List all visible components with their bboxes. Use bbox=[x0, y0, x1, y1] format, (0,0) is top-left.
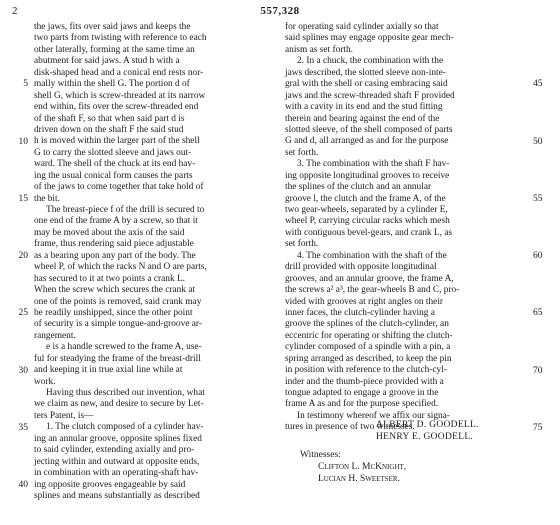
text-line: of the shaft F, so that when said part d is bbox=[34, 113, 185, 124]
line-number: 40 bbox=[18, 480, 28, 490]
text-line: groove l, the clutch and the frame A, of the bbox=[285, 193, 446, 204]
text-line: frame A as and for the purpose specified. bbox=[285, 399, 439, 410]
inventor-name: ALBERT D. GOODELL. bbox=[376, 420, 479, 430]
text-line: said splines may engage opposite gear mech- bbox=[285, 33, 454, 44]
line-number: 35 bbox=[18, 422, 28, 433]
text-line: ing opposite longitudinal grooves to receive bbox=[285, 170, 450, 181]
line-number: 25 bbox=[18, 308, 28, 319]
text-line: we claim as new, and desire to secure by Let- bbox=[34, 399, 204, 410]
text-line: work. bbox=[34, 376, 56, 387]
text-line: gral with the shell or casing embracing said bbox=[285, 79, 448, 90]
inventor-signatures bbox=[376, 420, 479, 444]
text-line: other laterally, forming at the same time an bbox=[34, 44, 195, 55]
line-number: 70 bbox=[533, 365, 543, 376]
text-line: in position with reference to the clutch-cyl- bbox=[285, 365, 447, 376]
text-line: set forth. bbox=[285, 239, 319, 250]
text-line: h is moved within the larger part of the shell bbox=[34, 136, 200, 147]
text-line: ward. The shell of the chuck at its end hav- bbox=[34, 159, 196, 170]
text-line: to said cylinder, extending axially and pro- bbox=[34, 445, 195, 456]
text-line: ing an annular groove, opposite splines fixed bbox=[34, 433, 202, 444]
text-line: has secured to it at two points a crank L. bbox=[34, 273, 186, 284]
line-number: 30 bbox=[18, 365, 28, 376]
text-line: for operating said cylinder axially so that bbox=[285, 22, 439, 32]
text-line: jecting within and outward at opposite ends, bbox=[34, 456, 200, 467]
text-line: of security is a simple tongue-and-groove ar- bbox=[34, 319, 202, 330]
text-line: tongue adapted to engage a groove in the bbox=[285, 388, 439, 398]
text-line: In testimony whereof we affix our signa- bbox=[297, 410, 450, 421]
line-number: 45 bbox=[533, 79, 543, 90]
text-line: eccentric for operating or shifting the clutch- bbox=[285, 330, 453, 341]
text-line: jaws and the screw-threaded shaft F provided bbox=[285, 90, 455, 101]
right-text-column bbox=[285, 22, 531, 434]
text-line: 2. In a chuck, the combination with the bbox=[297, 56, 444, 67]
line-number: 60 bbox=[533, 251, 543, 261]
text-line: anism as set forth. bbox=[285, 44, 353, 55]
witness-name: Lucian H. Sweetser. bbox=[318, 473, 400, 484]
text-line: as a bearing upon any part of the body. The bbox=[34, 250, 196, 261]
text-line: the bit. bbox=[34, 193, 60, 204]
text-line: G to carry the slotted sleeve and jaws out- bbox=[34, 147, 192, 158]
text-line: inner faces, the clutch-cylinder having a bbox=[285, 307, 435, 318]
text-line: driven down on the shaft F the said stud bbox=[34, 124, 184, 135]
text-line: the screws a² a³, the gear-wheels B and C, pro- bbox=[285, 285, 460, 296]
text-line: set forth. bbox=[285, 147, 319, 158]
text-line: wheel P, of which the racks N and O are parts, bbox=[34, 262, 207, 273]
text-line: splines and means substantially as described bbox=[34, 490, 200, 501]
text-line: ing opposite grooves engageable by said bbox=[34, 479, 186, 490]
text-line: drill provided with opposite longitudinal bbox=[285, 262, 437, 273]
text-line: may be moved about the axis of the said bbox=[34, 227, 185, 238]
text-line: in combination with an operating-shaft hav- bbox=[34, 468, 199, 479]
text-line: grooves, and an annular groove, the frame A, bbox=[285, 273, 454, 284]
line-number: 55 bbox=[533, 193, 543, 204]
text-line: of the jaws to come together that take hold of bbox=[34, 182, 204, 193]
text-line: the splines of the clutch and an annular bbox=[285, 182, 432, 193]
text-line: one end of the frame A by a screw, so that it bbox=[34, 216, 198, 227]
text-line: with contiguous bevel-gears, and crank L, as bbox=[285, 227, 453, 238]
text-line: The breast-piece f of the drill is secured to bbox=[46, 205, 205, 215]
text-line: ful for steadying the frame of the breast-drill bbox=[34, 353, 201, 364]
text-line: ters Patent, is— bbox=[34, 410, 94, 421]
witnesses-label: Witnesses: bbox=[300, 450, 341, 460]
text-line: two gear-wheels, separated by a cylinder E, bbox=[285, 205, 448, 215]
witness-signatures bbox=[318, 462, 406, 486]
text-line: 3. The combination with the shaft F hav- bbox=[297, 159, 450, 170]
text-line: with a cavity in its end and the stud fitting bbox=[285, 102, 443, 113]
line-number: 20 bbox=[18, 251, 28, 261]
text-line: end within, fits over the screw-threaded end bbox=[34, 102, 199, 113]
patent-number: 557,328 bbox=[260, 5, 300, 17]
text-line: ing the usual conical form causes the parts bbox=[34, 170, 193, 181]
line-number: 15 bbox=[18, 193, 28, 204]
text-line: mally within the shell G. The portion d of bbox=[34, 79, 190, 90]
witness-name: Clifton L. McKnight, bbox=[318, 462, 407, 472]
text-line: When the screw which secures the crank at bbox=[34, 285, 196, 296]
text-line: frame, thus rendering said piece adjustable bbox=[34, 239, 194, 250]
text-line: spring arranged as described, to keep the pin bbox=[285, 353, 452, 364]
line-number: 10 bbox=[18, 136, 28, 147]
text-line: jaws described, the slotted sleeve non-inte- bbox=[285, 67, 446, 78]
line-number: 75 bbox=[533, 422, 543, 433]
inventor-name: HENRY E. GOODELL. bbox=[376, 431, 474, 442]
text-line: be readily unshipped, since the other point bbox=[34, 307, 193, 318]
text-line: one of the points is removed, said crank may bbox=[34, 296, 202, 307]
line-number: 5 bbox=[23, 79, 28, 90]
text-line: wheel P, carrying circular racks which mesh bbox=[285, 216, 450, 227]
text-line: cylinder composed of a spindle with a pin, a bbox=[285, 342, 451, 353]
text-line: inder and the thumb-piece provided with a bbox=[285, 376, 444, 387]
line-number: 65 bbox=[533, 308, 543, 319]
text-line: 1. The clutch composed of a cylinder hav- bbox=[46, 422, 204, 433]
text-line: groove the splines of the clutch-cylinder, an bbox=[285, 319, 449, 330]
line-number: 50 bbox=[533, 136, 543, 147]
text-line: tures in presence of two witnesses. bbox=[285, 422, 415, 433]
text-line: abutment for said jaws. A stud h with a bbox=[34, 56, 180, 67]
text-line: therein and bearing against the end of the bbox=[285, 113, 440, 124]
text-line: the jaws, fits over said jaws and keeps the bbox=[34, 22, 191, 32]
text-line: disk-shaped head and a conical end rests nor- bbox=[34, 67, 204, 78]
left-text-column bbox=[34, 22, 280, 502]
text-line: two parts from twisting with reference to each bbox=[34, 33, 207, 44]
text-line: e is a handle screwed to the frame A, use- bbox=[46, 342, 202, 353]
text-line: G and d, all arranged as and for the purpose bbox=[285, 136, 449, 147]
text-line: vided with grooves at right angles on their bbox=[285, 296, 444, 307]
page-number: 2 bbox=[12, 5, 18, 17]
text-line: Having thus described our invention, what bbox=[46, 388, 205, 398]
text-line: and keeping it in true axial line while at bbox=[34, 365, 183, 376]
text-line: rangement. bbox=[34, 330, 76, 341]
text-line: slotted sleeve, of the shell composed of parts bbox=[285, 124, 453, 135]
text-line: shell G, which is screw-threaded at its narrow bbox=[34, 90, 206, 101]
text-line: 4. The combination with the shaft of the bbox=[297, 250, 447, 261]
